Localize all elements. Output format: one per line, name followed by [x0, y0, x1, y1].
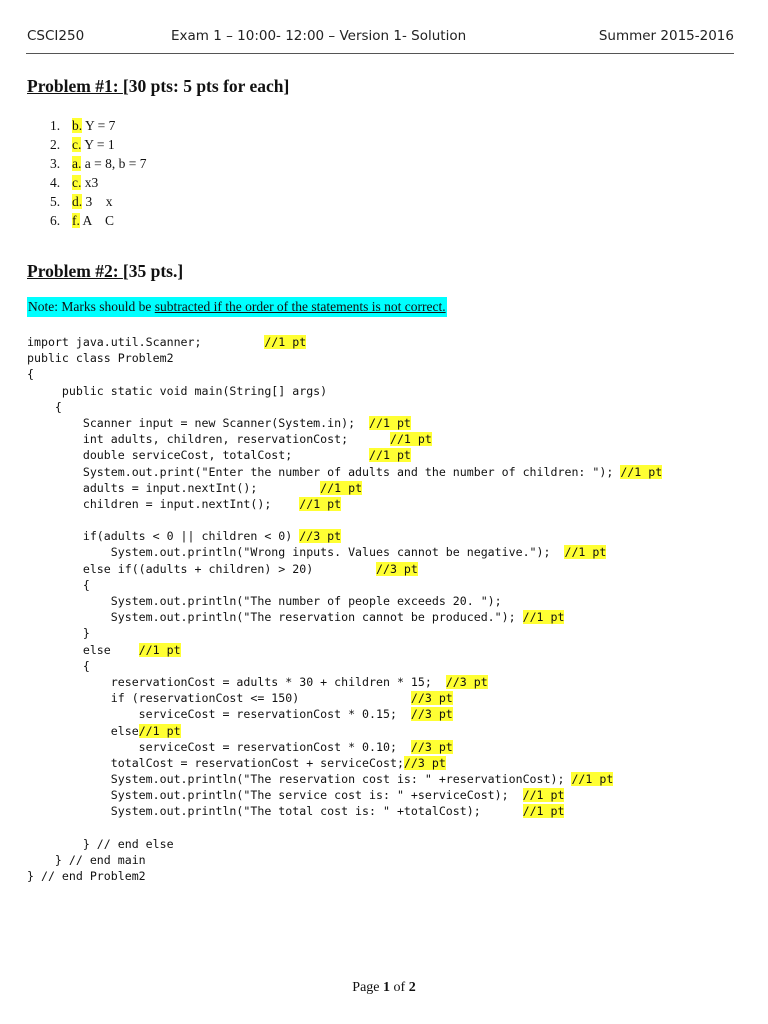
exam-title: Exam 1 – 10:00- 12:00 – Version 1- Solution — [171, 28, 467, 44]
points-comment: //1 pt — [571, 772, 614, 787]
code-text: if(adults < 0 || children < 0) — [27, 529, 300, 544]
points-comment: //1 pt — [264, 335, 307, 349]
code-text: int adults, children, reservationCost; — [27, 432, 390, 447]
code-line — [27, 868, 662, 884]
answer-number: 6. — [50, 213, 61, 228]
code-line — [27, 577, 662, 593]
points-comment: //1 pt — [369, 448, 411, 463]
code-text: reservationCost = adults * 30 + children * 15; — [27, 674, 446, 689]
points-comment: //1 pt — [620, 464, 663, 479]
code-line — [27, 480, 662, 496]
grading-note-prefix: Note: Marks should be — [28, 299, 155, 314]
code-text: { — [27, 658, 90, 673]
page-footer — [0, 980, 768, 996]
grading-note-underlined: subtracted if the order of the statements is not correct. — [154, 299, 446, 314]
code-line — [27, 350, 662, 366]
code-line — [27, 739, 662, 755]
code-text: children = input.nextInt(); — [27, 496, 300, 511]
code-line — [27, 399, 662, 415]
answer-choice: c. — [72, 175, 82, 190]
answer-number: 3. — [50, 156, 61, 171]
course-code: CSCI250 — [27, 28, 85, 44]
code-text: { — [27, 577, 90, 592]
code-line — [27, 755, 662, 771]
points-comment: //1 pt — [138, 723, 181, 738]
code-text: public static void main(String[] args) — [27, 383, 328, 398]
code-text: System.out.println("The reservation cannot be produced."); — [27, 610, 523, 625]
answer-choice: f. — [72, 213, 80, 228]
code-line — [27, 690, 662, 706]
code-text: System.out.println("The reservation cost is: " +reservationCost); — [27, 772, 572, 787]
answer-choice: d. — [72, 194, 83, 209]
points-comment: //1 pt — [389, 432, 432, 447]
code-text: adults = input.nextInt(); — [27, 480, 321, 495]
code-text: public class Problem2 — [27, 351, 174, 366]
points-comment: //1 pt — [138, 642, 181, 657]
answer-item — [50, 211, 146, 230]
code-text: if (reservationCost <= 150) — [27, 691, 411, 706]
answer-text: A C — [79, 213, 115, 228]
points-comment: //1 pt — [522, 804, 565, 819]
code-text: System.out.println("The service cost is: " +serviceCost); — [27, 788, 523, 803]
code-text: double serviceCost, totalCost; — [27, 448, 370, 463]
code-line — [27, 431, 662, 447]
points-comment: //1 pt — [369, 415, 411, 430]
code-text: else — [27, 723, 139, 738]
code-text: serviceCost = reservationCost * 0.15; — [27, 707, 411, 722]
points-comment: //3 pt — [410, 707, 453, 722]
code-line — [27, 593, 662, 609]
code-text: import java.util.Scanner; — [27, 335, 265, 349]
code-line — [27, 544, 662, 560]
answer-text: a = 8, b = 7 — [81, 156, 147, 171]
code-line — [27, 334, 662, 350]
points-comment: //3 pt — [410, 739, 453, 754]
code-text: { — [27, 399, 62, 414]
problem1-title — [27, 76, 289, 97]
answer-choice: b. — [72, 118, 83, 133]
code-text: } — [27, 626, 90, 641]
answer-text: x3 — [81, 175, 99, 190]
problem2-title — [27, 261, 183, 282]
footer-page-number: 1 — [383, 980, 391, 995]
points-comment: //1 pt — [564, 545, 607, 560]
grading-note — [27, 297, 447, 317]
code-text: { — [27, 367, 34, 382]
term-label: Summer 2015-2016 — [598, 28, 734, 44]
code-line — [27, 496, 662, 512]
answer-item — [50, 154, 146, 173]
problem2-points: [35 pts.] — [122, 261, 184, 281]
answer-item — [50, 135, 146, 154]
code-text: System.out.println("The total cost is: " +totalCost); — [27, 804, 523, 819]
points-comment: //1 pt — [522, 610, 565, 625]
answer-item — [50, 116, 146, 135]
code-line — [27, 561, 662, 577]
code-text: System.out.print("Enter the number of adults and the number of children: "); — [27, 464, 621, 479]
points-comment: //1 pt — [299, 496, 342, 511]
problem2-label: Problem #2: — [27, 261, 123, 281]
code-line — [27, 771, 662, 787]
answer-text: Y = 1 — [81, 137, 115, 152]
code-line — [27, 528, 662, 544]
code-text: } // end main — [27, 853, 146, 867]
problem1-points: [30 pts: 5 pts for each] — [122, 76, 290, 96]
code-line — [27, 383, 662, 399]
answer-item — [50, 173, 146, 192]
code-line — [27, 787, 662, 803]
code-line — [27, 415, 662, 431]
code-line — [27, 852, 662, 868]
answer-number: 5. — [50, 194, 61, 209]
points-comment: //3 pt — [299, 529, 342, 544]
code-line — [27, 447, 662, 463]
answer-text: 3 x — [82, 194, 113, 209]
code-text: System.out.println("The number of people exceeds 20. "); — [27, 594, 502, 608]
code-line — [27, 820, 662, 836]
footer-page-word: Page — [352, 980, 384, 995]
solution-code-block — [27, 334, 662, 884]
footer-page-total: 2 — [408, 980, 416, 995]
code-text: System.out.println("Wrong inputs. Values cannot be negative."); — [27, 545, 565, 560]
answer-number: 4. — [50, 175, 61, 190]
points-comment: //3 pt — [403, 755, 446, 770]
footer-of-word: of — [390, 980, 409, 995]
code-text: totalCost = reservationCost + serviceCost; — [27, 755, 404, 770]
code-text: Scanner input = new Scanner(System.in); — [27, 415, 370, 430]
code-line — [27, 609, 662, 625]
code-line — [27, 803, 662, 819]
code-text: else — [27, 642, 139, 657]
code-line — [27, 366, 662, 382]
code-text: } // end else — [27, 836, 174, 851]
answer-number: 1. — [50, 118, 61, 133]
code-line — [27, 723, 662, 739]
code-line — [27, 706, 662, 722]
answer-choice: c. — [72, 137, 82, 152]
code-line — [27, 658, 662, 674]
code-line — [27, 464, 662, 480]
code-text: } // end Problem2 — [27, 869, 146, 884]
answer-choice: a. — [72, 156, 82, 171]
code-line — [27, 674, 662, 690]
points-comment: //1 pt — [522, 788, 565, 803]
problem1-answer-list — [50, 116, 146, 230]
code-text: else if((adults + children) > 20) — [27, 561, 377, 576]
answer-text: Y = 7 — [82, 118, 116, 133]
code-line — [27, 642, 662, 658]
code-text: serviceCost = reservationCost * 0.10; — [27, 739, 411, 754]
points-comment: //3 pt — [445, 674, 488, 689]
code-line — [27, 836, 662, 852]
header-divider — [26, 53, 734, 54]
code-line — [27, 512, 662, 528]
answer-number: 2. — [50, 137, 61, 152]
points-comment: //3 pt — [376, 561, 418, 576]
code-line — [27, 625, 662, 641]
page-header — [27, 28, 734, 48]
points-comment: //3 pt — [410, 691, 453, 706]
problem1-label: Problem #1: — [27, 76, 123, 96]
answer-item — [50, 192, 146, 211]
points-comment: //1 pt — [320, 480, 363, 495]
